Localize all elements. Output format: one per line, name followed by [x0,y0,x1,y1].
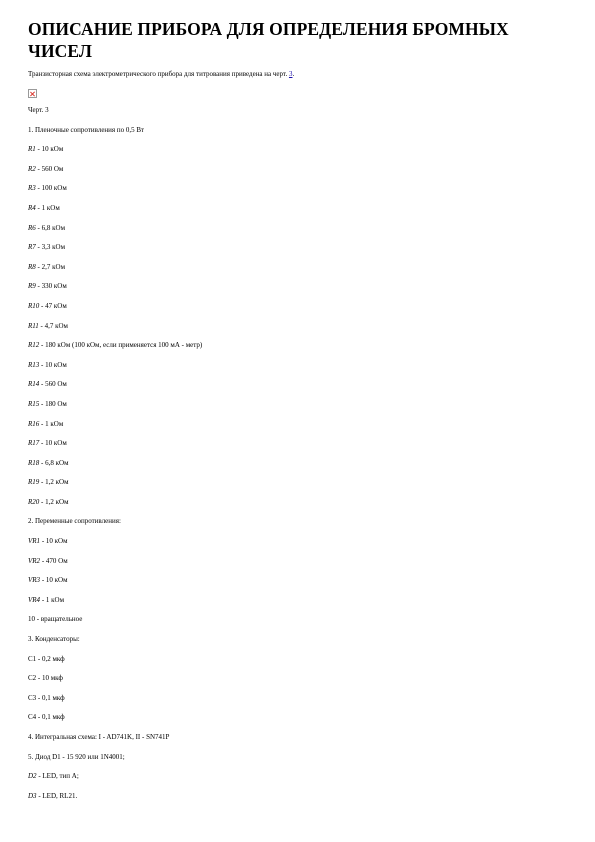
component-designator: R18 [28,458,40,467]
list-item [28,302,573,322]
component-designator: D3 [28,791,37,800]
list-item [28,400,573,420]
component-designator: R14 [28,380,40,389]
list-item [28,184,573,204]
list-item [28,263,573,283]
list-item [28,517,573,537]
component-designator: R19 [28,478,40,487]
list-item [28,420,573,440]
component-text: - 1 кОм [40,595,65,604]
list-item [28,282,573,302]
list-item [28,498,573,518]
list-item [28,615,573,635]
component-text: C1 - 0,2 мкф [28,654,65,663]
component-text: 10 - вращательное [28,615,83,624]
intro-suffix: . [292,70,295,78]
component-text: - 180 кОм (100 кОм, если применяется 100 мА - метр) [39,341,203,350]
broken-image-icon [28,89,37,98]
component-text: - 10 кОм [35,145,64,154]
component-list [28,106,573,811]
list-item [28,224,573,244]
page-title: ОПИСАНИЕ ПРИБОРА ДЛЯ ОПРЕДЕЛЕНИЯ БРОМНЫХ ЧИСЕЛ [28,19,509,61]
component-text: - 1,2 кОм [39,497,69,506]
intro-paragraph [28,70,573,79]
figure-link[interactable]: 3 [288,70,293,78]
list-item [28,145,573,165]
component-designator: R12 [28,341,40,350]
component-text: - 3,3 кОм [35,243,65,252]
component-designator: R15 [28,399,40,408]
list-item [28,694,573,714]
list-item [28,635,573,655]
component-text: C2 - 10 мкф [28,674,63,683]
component-designator: R13 [28,360,40,369]
component-text: - 10 кОм [40,537,68,546]
component-text: - 2,7 кОм [35,262,65,271]
list-item [28,243,573,263]
component-text: - 4,7 кОм [38,321,68,330]
component-designator: VR4 [28,595,41,604]
component-designator: VR3 [28,576,41,585]
component-text: - LED, RL21. [36,791,78,800]
list-item [28,204,573,224]
component-text: - 10 кОм [39,439,67,448]
component-text: - 560 Ом [39,380,67,389]
list-item [28,537,573,557]
component-designator: R20 [28,497,40,506]
component-text: - 1 кОм [39,419,64,428]
component-text: - 470 Ом [40,556,68,565]
component-text: - 1 кОм [35,203,60,212]
list-item [28,713,573,733]
list-item [28,106,573,126]
list-item [28,753,573,773]
component-text: 2. Переменные сопротивления: [28,517,121,526]
list-item [28,792,573,812]
component-designator: R1 [28,145,36,154]
list-item [28,439,573,459]
list-item [28,380,573,400]
list-item [28,322,573,342]
component-designator: R10 [28,301,40,310]
component-text: - LED, тип A; [36,772,79,781]
component-designator: R11 [28,321,39,330]
component-text: - 330 кОм [35,282,67,291]
component-designator: R6 [28,223,36,232]
intro-text: Транзисторная схема электрометрического прибора для титрования приведена на черт. [28,70,289,78]
list-item [28,341,573,361]
component-text: - 47 кОм [39,301,67,310]
list-item [28,126,573,146]
component-text: - 10 кОм [40,576,68,585]
component-designator: R9 [28,282,36,291]
component-text: 1. Пленочные сопротивления по 0,5 Вт [28,125,145,134]
list-item [28,576,573,596]
component-designator: R17 [28,439,40,448]
list-item [28,733,573,753]
list-item [28,165,573,185]
component-designator: VR1 [28,537,41,546]
component-designator: R7 [28,243,36,252]
component-text: 5. Диод D1 - 15 920 или 1N4001; [28,752,125,761]
list-item [28,478,573,498]
component-text: - 100 кОм [35,184,67,193]
component-text: - 1,2 кОм [39,478,69,487]
component-designator: R2 [28,164,36,173]
component-designator: R3 [28,184,36,193]
component-text: - 180 Ом [39,399,67,408]
component-text: - 6,8 кОм [35,223,65,232]
list-item [28,596,573,616]
component-designator: R4 [28,203,36,212]
component-text: 3. Конденсаторы: [28,635,80,644]
component-text: Черт. 3 [28,106,49,114]
list-item [28,674,573,694]
list-item [28,361,573,381]
list-item [28,459,573,479]
component-designator: R8 [28,262,36,271]
component-text: - 6,8 кОм [39,458,69,467]
document-page [28,18,573,811]
component-text: - 10 кОм [39,360,67,369]
component-text: C3 - 0,1 мкф [28,693,65,702]
list-item [28,557,573,577]
component-designator: VR2 [28,556,41,565]
component-designator: D2 [28,772,37,781]
component-text: 4. Интегральная схема: I - AD741K, II - SN741P [28,733,170,741]
component-designator: R16 [28,419,40,428]
component-text: C4 - 0,1 мкф [28,713,65,722]
list-item [28,655,573,675]
list-item [28,772,573,792]
component-text: - 560 Ом [35,164,64,173]
